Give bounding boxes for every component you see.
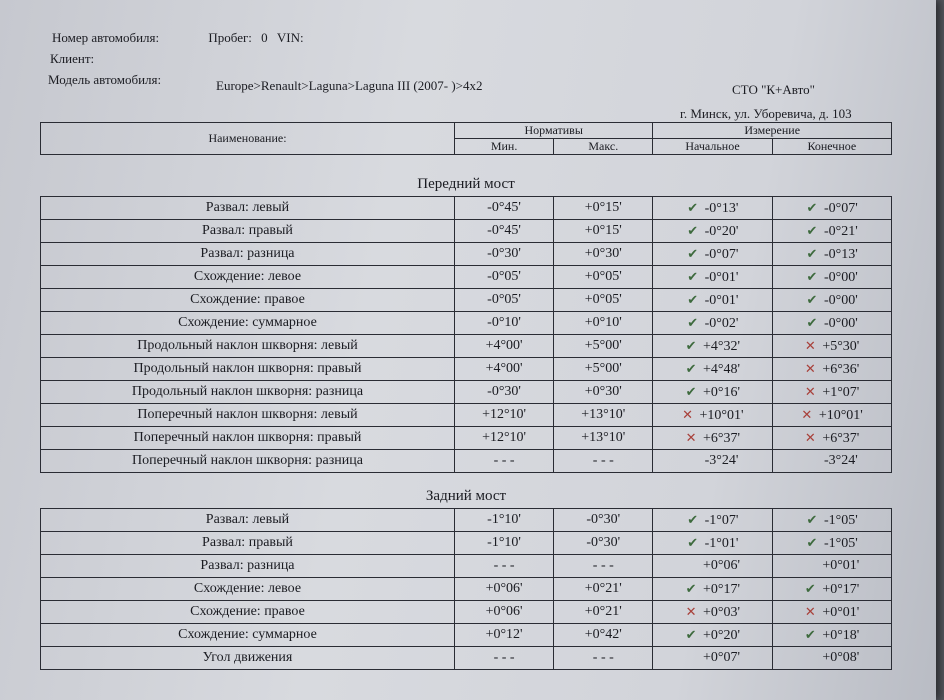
check-icon: ✔ [687, 314, 699, 330]
min-value: +0°12' [454, 624, 553, 647]
table-row [41, 266, 892, 289]
final-value: -3°24' [823, 453, 858, 468]
table-row [41, 404, 892, 427]
check-icon: ✔ [685, 360, 697, 376]
final-value: +0°08' [822, 650, 860, 665]
param-name: Поперечный наклон шкворня: левый [41, 404, 455, 427]
initial-value: -0°02' [704, 315, 739, 331]
car-number-label: Номер автомобиля: [52, 30, 160, 45]
param-name: Продольный наклон шкворня: левый [41, 335, 455, 358]
param-name: Развал: левый [41, 197, 455, 220]
final-value: +0°01' [822, 604, 860, 620]
col-max-header: Макс. [554, 139, 653, 155]
final-value: -0°00' [823, 269, 858, 285]
max-value: - - - [554, 555, 653, 578]
param-name: Схождение: суммарное [41, 312, 455, 335]
param-name: Поперечный наклон шкворня: правый [41, 427, 455, 450]
min-value: -0°05' [454, 289, 553, 312]
check-icon: ✔ [687, 245, 699, 261]
final-value-cell [772, 578, 891, 601]
final-value: -0°13' [823, 246, 858, 262]
initial-value-cell [653, 427, 772, 450]
col-min-header: Мин. [454, 139, 553, 155]
min-value: +4°00' [454, 358, 553, 381]
max-value: -0°30' [554, 532, 653, 555]
min-value: -0°05' [454, 266, 553, 289]
check-icon: ✔ [687, 268, 699, 284]
param-name: Развал: левый [41, 509, 455, 532]
table-row [41, 509, 892, 532]
final-value-cell [772, 289, 891, 312]
final-value-cell [772, 532, 891, 555]
final-value-cell [772, 335, 891, 358]
col-initial-header: Начальное [653, 139, 772, 155]
min-value: +12°10' [454, 404, 553, 427]
header-line-1 [52, 30, 310, 46]
check-icon: ✔ [804, 626, 816, 642]
col-name-header: Наименование: [41, 123, 455, 155]
client-label: Клиент: [50, 51, 95, 66]
final-value-cell [772, 243, 891, 266]
table-row [41, 220, 892, 243]
final-value-cell [772, 197, 891, 220]
max-value: - - - [554, 647, 653, 670]
max-value: +0°05' [554, 266, 653, 289]
min-value: -0°45' [454, 220, 553, 243]
max-value: +13°10' [554, 427, 653, 450]
final-value-cell [772, 266, 891, 289]
max-value: +13°10' [554, 404, 653, 427]
final-value-cell [772, 404, 891, 427]
final-value-cell [772, 624, 891, 647]
cross-icon: ✕ [804, 360, 816, 376]
max-value: -0°30' [554, 509, 653, 532]
max-value: +0°30' [554, 381, 653, 404]
initial-value: +0°16' [703, 384, 741, 400]
check-icon: ✔ [685, 580, 697, 596]
param-name: Схождение: правое [41, 289, 455, 312]
cross-icon: ✕ [804, 383, 816, 399]
check-icon: ✔ [685, 337, 697, 353]
final-value: -1°05' [823, 535, 858, 551]
table-row [41, 578, 892, 601]
initial-value-cell [653, 289, 772, 312]
max-value: +5°00' [554, 335, 653, 358]
initial-value-cell [653, 404, 772, 427]
initial-value: +4°32' [703, 338, 741, 354]
final-value-cell [772, 601, 891, 624]
initial-value-cell [653, 312, 772, 335]
table-row [41, 601, 892, 624]
final-value-cell [772, 358, 891, 381]
min-value: - - - [454, 555, 553, 578]
final-value: +0°17' [822, 581, 860, 597]
initial-value: +10°01' [699, 407, 744, 423]
max-value: +0°30' [554, 243, 653, 266]
rear-axle-table [40, 508, 892, 670]
col-final-header: Конечное [772, 139, 891, 155]
check-icon: ✔ [687, 534, 699, 550]
final-value: +5°30' [822, 338, 860, 354]
final-value-cell [772, 450, 891, 473]
check-icon: ✔ [687, 511, 699, 527]
min-value: +0°06' [454, 601, 553, 624]
check-icon: ✔ [806, 222, 818, 238]
min-value: +0°06' [454, 578, 553, 601]
initial-value-cell [653, 601, 772, 624]
initial-value: +0°17' [703, 581, 741, 597]
param-name: Развал: правый [41, 220, 455, 243]
table-row [41, 532, 892, 555]
table-row [41, 555, 892, 578]
min-value: -0°30' [454, 243, 553, 266]
initial-value: -0°01' [704, 292, 739, 308]
max-value: +0°15' [554, 220, 653, 243]
final-value: +6°37' [822, 430, 860, 446]
min-value: -0°45' [454, 197, 553, 220]
check-icon: ✔ [806, 268, 818, 284]
final-value-cell [772, 647, 891, 670]
param-name: Схождение: суммарное [41, 624, 455, 647]
max-value: +0°21' [554, 578, 653, 601]
table-row [41, 427, 892, 450]
initial-value-cell [653, 578, 772, 601]
final-value: +0°18' [822, 627, 860, 643]
param-name: Продольный наклон шкворня: разница [41, 381, 455, 404]
initial-value-cell [653, 624, 772, 647]
final-value: -0°21' [823, 223, 858, 239]
table-header [40, 122, 892, 155]
initial-value-cell [653, 450, 772, 473]
final-value-cell [772, 427, 891, 450]
col-measurement-header: Измерение [653, 123, 892, 139]
check-icon: ✔ [687, 222, 699, 238]
max-value: +0°21' [554, 601, 653, 624]
vin-label: VIN: [276, 30, 304, 45]
initial-value-cell [653, 220, 772, 243]
table-row [41, 312, 892, 335]
table-row [41, 624, 892, 647]
max-value: +0°15' [554, 197, 653, 220]
check-icon: ✔ [806, 511, 818, 527]
max-value: - - - [554, 450, 653, 473]
initial-value: -1°07' [704, 512, 739, 528]
min-value: - - - [454, 450, 553, 473]
table-row [41, 450, 892, 473]
mileage-value: 0 [261, 30, 268, 45]
final-value-cell [772, 555, 891, 578]
param-name: Угол движения [41, 647, 455, 670]
initial-value-cell [653, 266, 772, 289]
initial-value: +0°07' [703, 650, 741, 665]
max-value: +0°10' [554, 312, 653, 335]
initial-value-cell [653, 381, 772, 404]
company-name: СТО "К+Авто" [732, 82, 815, 97]
cross-icon: ✕ [804, 603, 816, 619]
final-value: -0°00' [823, 292, 858, 308]
cross-icon: ✕ [685, 429, 697, 445]
min-value: - - - [454, 647, 553, 670]
mileage-label: Пробег: [208, 30, 252, 45]
initial-value-cell [653, 335, 772, 358]
check-icon: ✔ [806, 245, 818, 261]
cross-icon: ✕ [804, 429, 816, 445]
check-icon: ✔ [806, 199, 818, 215]
model-value: Europe>Renault>Laguna>Laguna III (2007- )>4x2 [216, 78, 483, 93]
param-name: Развал: правый [41, 532, 455, 555]
param-name: Схождение: левое [41, 578, 455, 601]
initial-value: -1°01' [704, 535, 739, 551]
initial-value: +4°48' [703, 361, 741, 377]
final-value: +10°01' [818, 407, 863, 423]
initial-value-cell [653, 555, 772, 578]
initial-value: -0°01' [704, 269, 739, 285]
table-row [41, 197, 892, 220]
final-value: +6°36' [822, 361, 860, 377]
min-value: -0°30' [454, 381, 553, 404]
max-value: +5°00' [554, 358, 653, 381]
initial-value-cell [653, 509, 772, 532]
final-value: -0°00' [823, 315, 858, 331]
min-value: +4°00' [454, 335, 553, 358]
check-icon: ✔ [687, 199, 699, 215]
check-icon: ✔ [806, 534, 818, 550]
min-value: +12°10' [454, 427, 553, 450]
cross-icon: ✕ [801, 406, 813, 422]
initial-value-cell [653, 358, 772, 381]
final-value: -1°05' [823, 512, 858, 528]
cross-icon: ✕ [682, 406, 693, 422]
final-value-cell [772, 381, 891, 404]
param-name: Схождение: левое [41, 266, 455, 289]
front-axle-title: Передний мост [417, 176, 515, 192]
check-icon: ✔ [685, 626, 697, 642]
cross-icon: ✕ [804, 337, 816, 353]
table-row [41, 289, 892, 312]
model-label: Модель автомобиля: [48, 72, 162, 87]
max-value: +0°42' [554, 624, 653, 647]
initial-value-cell [653, 647, 772, 670]
check-icon: ✔ [687, 291, 699, 307]
param-name: Схождение: правое [41, 601, 455, 624]
initial-value: +0°20' [703, 627, 741, 643]
check-icon: ✔ [806, 314, 818, 330]
table-row [41, 381, 892, 404]
col-norms-header: Нормативы [454, 123, 652, 139]
table-row [41, 335, 892, 358]
rear-axle-title: Задний мост [425, 488, 507, 504]
param-name: Развал: разница [41, 243, 455, 266]
param-name: Развал: разница [41, 555, 455, 578]
table-row [41, 358, 892, 381]
check-icon: ✔ [804, 580, 816, 596]
final-value: +0°01' [822, 558, 860, 573]
initial-value: -0°13' [704, 200, 739, 216]
check-icon: ✔ [685, 383, 697, 399]
param-name: Поперечный наклон шкворня: разница [41, 450, 455, 473]
min-value: -0°10' [454, 312, 553, 335]
final-value-cell [772, 312, 891, 335]
final-value-cell [772, 509, 891, 532]
max-value: +0°05' [554, 289, 653, 312]
cross-icon: ✕ [685, 603, 697, 619]
initial-value: -0°20' [704, 223, 739, 239]
final-value-cell [772, 220, 891, 243]
initial-value: +6°37' [703, 430, 741, 446]
check-icon: ✔ [806, 291, 818, 307]
final-value: +1°07' [822, 384, 860, 400]
table-row [41, 243, 892, 266]
initial-value: +0°03' [703, 604, 741, 620]
company-address: г. Минск, ул. Уборевича, д. 103 [680, 106, 852, 121]
min-value: -1°10' [454, 509, 553, 532]
table-row [41, 647, 892, 670]
front-axle-table [40, 196, 892, 473]
final-value: -0°07' [823, 200, 858, 216]
initial-value-cell [653, 532, 772, 555]
initial-value-cell [653, 243, 772, 266]
initial-value-cell [653, 197, 772, 220]
param-name: Продольный наклон шкворня: правый [41, 358, 455, 381]
initial-value: +0°06' [703, 558, 741, 573]
min-value: -1°10' [454, 532, 553, 555]
initial-value: -3°24' [704, 453, 739, 468]
initial-value: -0°07' [704, 246, 739, 262]
